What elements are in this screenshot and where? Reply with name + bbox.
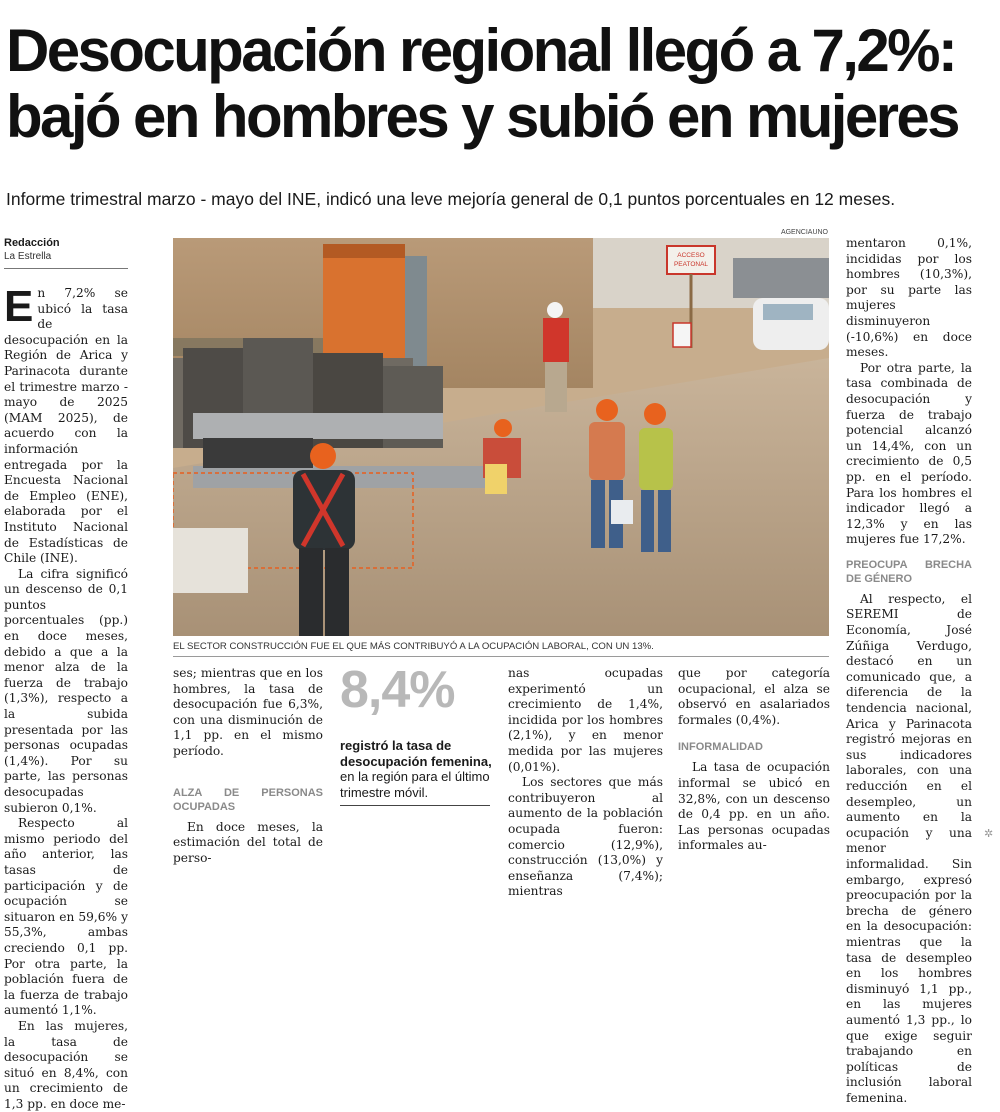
headline-line-2: bajó en hombres y subió en mujeres (6, 83, 958, 150)
paragraph: nas ocupadas experimentó un crecimiento de 1,4%, incidida por los hombres (2,1%), y en menor medida por las mujeres (0,01%). (508, 666, 663, 774)
byline-author: Redacción (4, 237, 60, 249)
section-subhead: PREOCUPA BRECHA DE GÉNERO (846, 558, 972, 585)
article-column-3 (508, 666, 663, 900)
svg-text:PEATONAL: PEATONAL (673, 261, 709, 268)
paragraph: Los sectores que más contribuyeron al aumento de la población ocupada fueron: comercio (12,9%), construcción (13,0%) y enseñanza (7,4%); mientras (508, 775, 663, 899)
end-mark-icon: ✲ (984, 827, 994, 840)
stat-callout-text: registró la tasa de desocupación femenina, en la región para el último trimestre móvil. (340, 738, 492, 800)
byline-rule (4, 268, 128, 269)
svg-text:ACCESO: ACCESO (677, 252, 705, 259)
paragraph: Al respecto, el SEREMI de Economía, José Zúñiga Verdugo, destacó en un comunicado que, a diferencia de la tendencia nacional, Arica y Parinacota registró mejoras en sus indicadores laborales, con una reducción en el desempleo, un aumento en la ocupación y una menor informalidad. Sin embargo, expresó preocupación por la brecha de género en la desocupación: mientras que la tasa de desempleo en los hombres disminuyó 1,1 pp., en las mujeres aumentó 1,3 pp., lo que exige seguir trabajando en políticas de inclusión laboral femenina. (846, 591, 972, 1105)
paragraph: En las mujeres, la tasa de desocupación se situó en 8,4%, con un crecimiento de 1,3 pp. en doce me- (4, 1018, 128, 1111)
photo-credit: AGENCIAUNO (780, 229, 828, 236)
byline-outlet: La Estrella (4, 251, 52, 262)
construction-scene-image (173, 238, 829, 636)
construction-photo (173, 238, 829, 636)
photo-caption: EL SECTOR CONSTRUCCIÓN FUE EL QUE MÁS CONTRIBUYÓ A LA OCUPACIÓN LABORAL, CON UN 13%. (173, 641, 654, 652)
article-column-5 (846, 236, 972, 1106)
drop-cap: E (4, 282, 34, 331)
deck: Informe trimestral marzo - mayo del INE, indicó una leve mejoría general de 0,1 puntos porcentuales en 12 meses. (6, 189, 896, 209)
paragraph: La cifra significó un descenso de 0,1 puntos porcentuales (pp.) en doce meses, debido a que a la menor alza de la fuerza de trabajo (1,3%), respecto a la subida presentada por las personas ocupadas (1,4%). Por su parte, las personas desocupadas subieron 0,1%. (4, 566, 128, 815)
paragraph: que por categoría ocupacional, el alza se observó en asalariados formales (0,4%). (678, 666, 830, 727)
paragraph: En doce meses, la estimación del total de perso- (173, 819, 323, 865)
article-column-1 (4, 282, 128, 1112)
section-subhead: ALZA DE PERSONAS OCUPADAS (173, 786, 323, 813)
paragraph: Por otra parte, la tasa combinada de desocupación y fuerza de trabajo potencial alcanzó un 14,4%, con un crecimiento de 0,5 pp. en el período. Para los hombres el indicador llegó a 12,3% y en las mujeres fue 17,2%. (846, 360, 972, 547)
article-column-4 (678, 666, 830, 854)
paragraph: La tasa de ocupación informal se ubicó en 32,8%, con un descenso de 0,4 pp. en un año. Las personas ocupadas informales au- (678, 760, 830, 853)
headline-line-1: Desocupación regional llegó a 7,2%: (6, 17, 956, 84)
article-column-2 (173, 666, 323, 866)
section-subhead: INFORMALIDAD (678, 741, 763, 754)
paragraph: En 7,2% se ubicó la tasa de desocupación en la Región de Arica y Parinacota durante el trimestre marzo - mayo de 2025 (MAM 2025), de acuerdo con la información entregada por la Encuesta Nacional de Empleo (ENE), elaborada por el Instituto Nacional de Estadísticas de Chile (INE). (4, 282, 128, 566)
stat-callout-rule (340, 805, 490, 806)
paragraph: Respecto al mismo periodo del año anterior, las tasas de participación y de ocupación se situaron en 59,6% y 55,3%, ambas creciendo 0,1 pp. Por otra parte, la población fuera de la fuerza de trabajo aumentó 1,1%. (4, 816, 128, 1018)
byline (4, 236, 128, 263)
stat-callout-number: 8,4% (340, 661, 455, 719)
caption-rule (173, 656, 829, 657)
headline (6, 18, 996, 150)
paragraph: mentaron 0,1%, incididas por los hombres (10,3%), por su parte las mujeres disminuyeron (-10,6%) en doce meses. (846, 236, 972, 360)
paragraph: ses; mientras que en los hombres, la tasa de desocupación fue 6,3%, con una disminución de 1,1 pp. en el mismo período. (173, 666, 323, 758)
